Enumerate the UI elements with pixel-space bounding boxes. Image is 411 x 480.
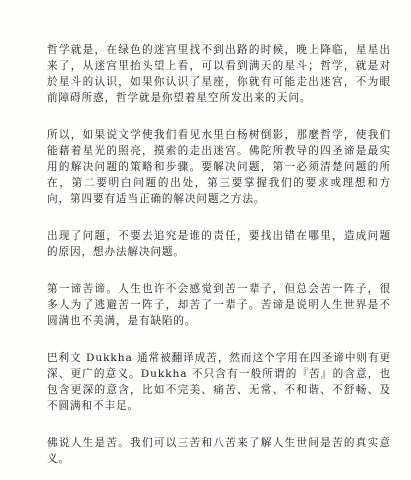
paragraph-solve-problems: 出现了问题，不要去追究是谁的责任，要找出错在哪里，造成问题的原因，想办法解决问题。 <box>47 230 391 258</box>
paragraph-four-noble-truths: 所以，如果说文学使我们看见水里白杨树倒影，那麼哲学，使我们能藉着星光的照亮，摸索的走出迷宫。佛陀所教导的四圣谛是最实用的解决问题的策略和步骤。要解决问题，第一必须清楚问题的所在，第二要明白问题的出处，第三要掌握我们的要求或理想和方向，第四要有适当正确的解决问题之方法。 <box>47 129 391 205</box>
paragraph-dukkha: 巴利文 Dukkha 通常被翻译成苦，然而这个字用在四圣谛中则有更深、更广的意义。Dukkha 不只含有一般所谓的『苦』的含意，也包含更深的意含，比如不完美、痛苦、无常、不和谐、不舒畅、及不圆满和不丰足。 <box>47 352 391 412</box>
paragraph-truth-of-suffering: 第一谛苦谛。人生也许不会感觉到苦一辈子，但总会苦一阵子，很多人为了逃避苦一阵子，却苦了一辈子。苦谛是说明人生世界是不圆满也不美满，是有缺陷的。 <box>47 283 391 327</box>
paragraph-life-is-suffering: 佛说人生是苦。我们可以三苦和八苦来了解人生世间是苦的真实意义。 <box>47 437 391 465</box>
paragraph-philosophy-stars: 哲学就是，在绿色的迷宫里找不到出路的时候，晚上降临，星星出来了，从迷宫里抬头望上看，可以看到满天的星斗；哲学，就是对於星斗的认识，如果你认识了星座，你就有可能走出迷宫，不为眼前障碍所惑，哲学就是你望着星空所发出来的天问。 <box>47 44 391 104</box>
